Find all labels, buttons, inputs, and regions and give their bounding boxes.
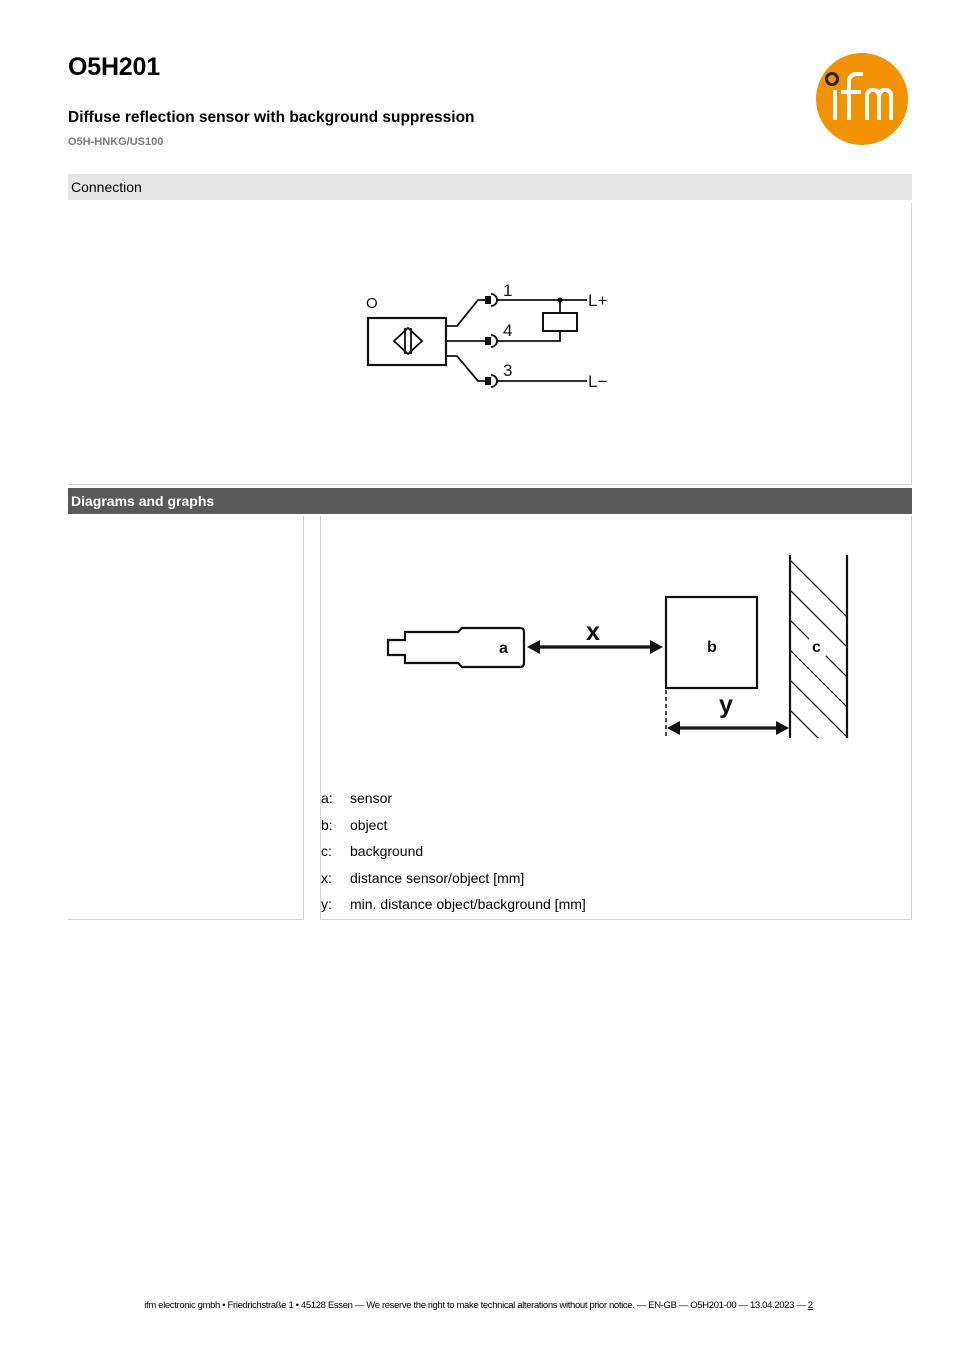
legend-text: object — [350, 816, 388, 833]
legend-key: b: — [321, 816, 333, 833]
logo-brand-text: ifm — [815, 52, 817, 53]
legend-key: a: — [321, 790, 333, 806]
legend-text: sensor — [350, 790, 393, 806]
page-title: O5H201 — [68, 53, 160, 81]
pin-1-label: 1 — [503, 281, 513, 300]
object-label: b — [707, 639, 717, 656]
legend-text: distance sensor/object [mm] — [350, 869, 525, 886]
legend-item — [321, 896, 881, 923]
sensor-label: a — [499, 640, 508, 657]
distance-y-arrow — [667, 721, 789, 735]
legend-key: c: — [321, 843, 332, 859]
legend-list — [321, 790, 881, 923]
supply-positive-label: L+ — [588, 291, 608, 310]
section-connection-heading: Connection — [68, 174, 912, 200]
ifm-logo — [815, 52, 909, 146]
distance-y-label: y — [719, 691, 733, 719]
distance-x-label: x — [586, 618, 600, 646]
legend-item — [321, 790, 881, 817]
pin-3-label: 3 — [503, 361, 513, 380]
diagrams-left-cell — [68, 516, 304, 920]
legend-item — [321, 843, 881, 870]
legend-key: x: — [321, 869, 332, 886]
legend-item — [321, 817, 881, 844]
background-label: c — [812, 639, 821, 656]
supply-negative-label: L− — [588, 372, 608, 391]
legend-item — [321, 870, 881, 897]
page-footer — [0, 1300, 957, 1311]
wiring-diagram — [360, 278, 620, 393]
legend-text: background — [350, 843, 424, 859]
legend-text: min. distance object/background [mm] — [350, 896, 586, 912]
background-suppression-diagram — [380, 550, 860, 745]
legend-key: y: — [321, 896, 332, 912]
output-symbol: O — [366, 295, 378, 312]
section-diagrams-heading: Diagrams and graphs — [68, 488, 912, 514]
product-subtitle: Diffuse reflection sensor with background suppression — [68, 109, 475, 126]
pin-4-label: 4 — [503, 321, 513, 340]
article-code: O5H-HNKG/US100 — [68, 136, 164, 148]
footer-page-number: 2 — [807, 1300, 813, 1311]
footer-text: ifm electronic gmbh • Friedrichstraße 1 • 45128 Essen — We reserve the right to make technical alterations without prior notice. — EN-GB — O5H201-00 — 13.04.2023 — — [144, 1300, 808, 1311]
